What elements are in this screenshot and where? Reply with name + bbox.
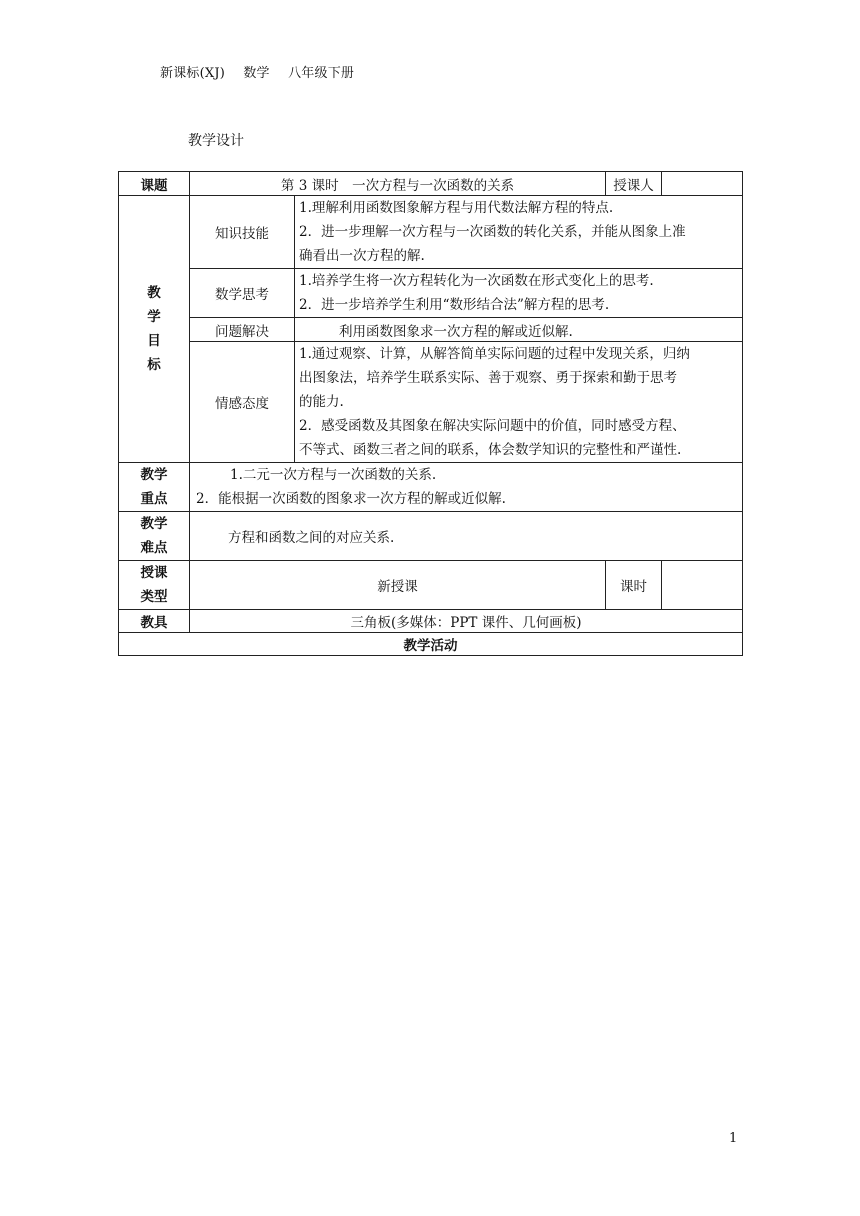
section-title: 教学设计 <box>188 133 244 149</box>
header-subject: 数学 <box>243 66 270 81</box>
objective-name: 知识技能 <box>190 196 295 269</box>
key-points-label-line: 重点 <box>140 491 168 507</box>
hours-label: 课时 <box>606 561 662 610</box>
objective-line: 出图象法，培养学生联系实际、善于观察、勇于探索和勤于思考 <box>299 370 677 386</box>
difficulties-content: 方程和函数之间的对应关系. <box>190 512 743 561</box>
page-number: 1 <box>729 1131 738 1146</box>
objective-row <box>119 196 743 269</box>
objective-row <box>119 342 743 463</box>
key-point: 1.二元一次方程与一次函数的关系. <box>230 467 437 483</box>
lesson-type-row <box>119 561 743 610</box>
objective-content <box>295 342 743 463</box>
topic-row <box>119 172 743 196</box>
activities-row <box>119 633 743 656</box>
teacher-label: 授课人 <box>606 172 662 196</box>
objectives-label-char: 学 <box>147 309 161 325</box>
objective-name: 问题解决 <box>190 318 295 342</box>
objectives-label-char: 目 <box>147 333 161 349</box>
objective-content <box>295 318 743 342</box>
key-points-label <box>119 463 190 512</box>
key-points-content <box>190 463 743 512</box>
key-points-label-line: 教学 <box>140 467 168 483</box>
lesson-type-label <box>119 561 190 610</box>
objective-line: 确看出一次方程的解. <box>299 248 425 264</box>
running-header <box>160 62 368 81</box>
header-grade: 八年级下册 <box>288 66 355 81</box>
objective-line: 2．感受函数及其图象在解决实际问题中的价值，同时感受方程、 <box>299 418 686 434</box>
topic-label: 课题 <box>119 172 190 196</box>
difficulties-label-line: 教学 <box>140 516 168 532</box>
objective-line: 2．进一步理解一次方程与一次函数的转化关系，并能从图象上准 <box>299 224 686 240</box>
objective-name: 情感态度 <box>190 342 295 463</box>
lesson-plan-table <box>118 171 743 656</box>
lesson-type-label-line: 类型 <box>140 589 168 605</box>
difficulties-row <box>119 512 743 561</box>
objective-line: 不等式、函数三者之间的联系，体会数学知识的完整性和严谨性. <box>299 442 682 458</box>
objective-line: 2．进一步培养学生利用“数形结合法”解方程的思考. <box>299 297 610 313</box>
difficulties-label <box>119 512 190 561</box>
objective-row <box>119 269 743 318</box>
key-points-row <box>119 463 743 512</box>
difficulties-label-line: 难点 <box>140 540 168 556</box>
objective-line: 的能力. <box>299 394 344 410</box>
header-edition: 新课标(XJ) <box>160 66 226 81</box>
objectives-label <box>119 196 190 463</box>
topic-value: 第 3 课时 一次方程与一次函数的关系 <box>190 172 606 196</box>
objective-name: 数学思考 <box>190 269 295 318</box>
hours-value <box>662 561 743 610</box>
objective-line: 1.培养学生将一次方程转化为一次函数在形式变化上的思考. <box>299 273 654 289</box>
tools-value: 三角板(多媒体：PPT 课件、几何画板) <box>190 610 743 633</box>
objective-line: 利用函数图象求一次方程的解或近似解. <box>339 323 573 340</box>
teacher-value <box>662 172 743 196</box>
objective-line: 1.理解利用函数图象解方程与用代数法解方程的特点. <box>299 200 614 216</box>
activities-label: 教学活动 <box>119 633 743 656</box>
tools-row <box>119 610 743 633</box>
objective-content <box>295 269 743 318</box>
lesson-type-value: 新授课 <box>190 561 606 610</box>
key-point: 2．能根据一次函数的图象求一次方程的解或近似解. <box>196 491 506 507</box>
objective-row <box>119 318 743 342</box>
objectives-label-char: 标 <box>147 357 161 373</box>
objective-line: 1.通过观察、计算，从解答简单实际问题的过程中发现关系，归纳 <box>299 346 690 362</box>
objective-content <box>295 196 743 269</box>
lesson-type-label-line: 授课 <box>140 565 168 581</box>
objectives-label-char: 教 <box>147 285 161 301</box>
tools-label: 教具 <box>119 610 190 633</box>
